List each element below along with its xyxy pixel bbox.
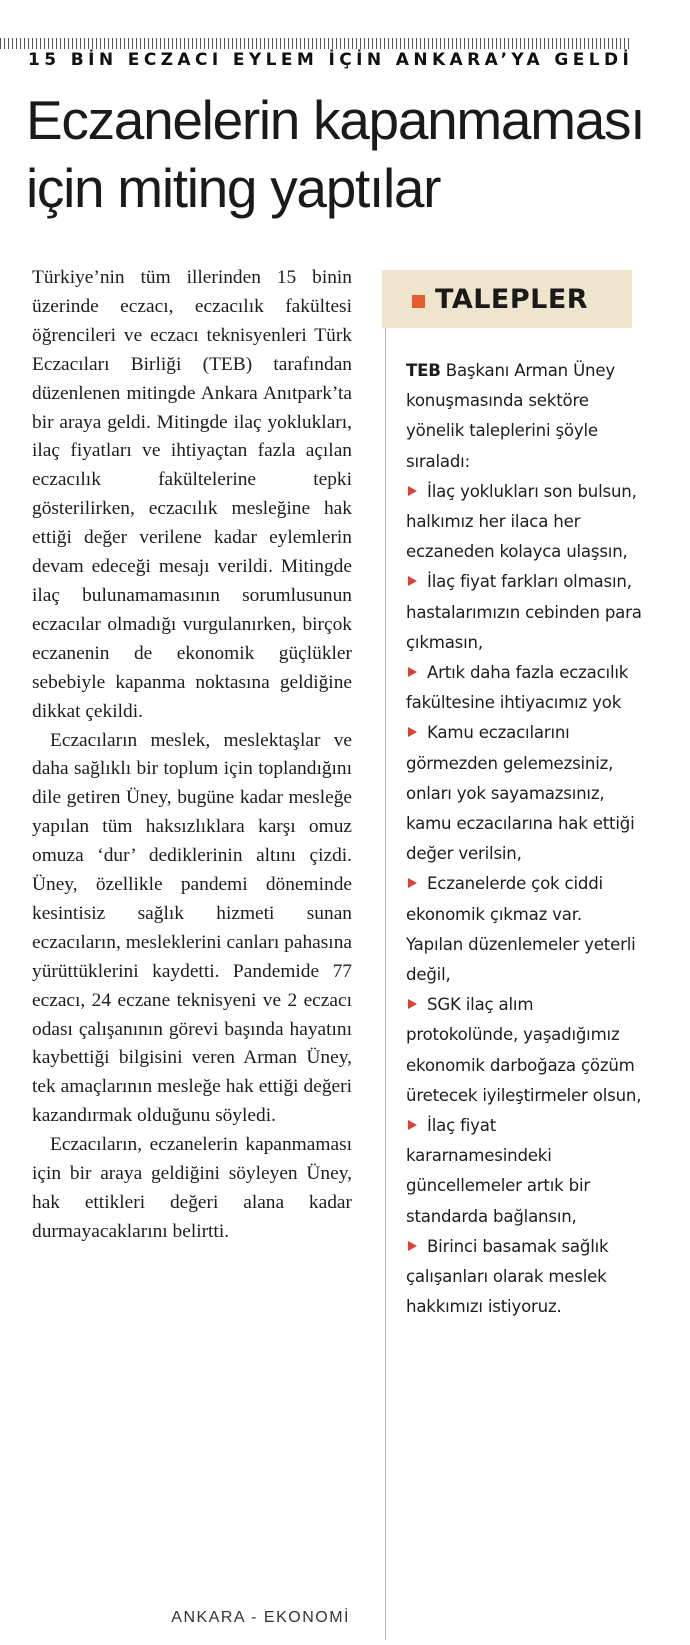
demand-item <box>406 477 642 568</box>
sidebar-lead-text: Başkanı Arman Üney konuşmasında sektöre yönelik taleplerini şöyle sıraladı: <box>406 361 615 471</box>
square-bullet-icon <box>412 295 425 308</box>
sidebar-title: TALEPLER <box>435 283 589 315</box>
arrow-bullet-icon <box>408 1120 417 1130</box>
demand-item <box>406 1111 642 1232</box>
headline-line-2: için miting yaptılar <box>26 157 441 219</box>
demand-text: SGK ilaç alım protokolünde, yaşadığımız ekonomik darboğaza çözüm üretecek iyileştirmeler olsun, <box>406 995 642 1105</box>
headline <box>26 86 666 222</box>
demand-text: Artık daha fazla eczacılık fakültesine ihtiyacımız yok <box>406 663 629 713</box>
article-body <box>32 264 352 1247</box>
arrow-bullet-icon <box>408 999 417 1009</box>
sidebar-lead-bold: TEB <box>406 361 441 380</box>
dateline: ANKARA - EKONOMİ <box>171 1609 350 1626</box>
sidebar-lead <box>406 356 642 477</box>
demand-text: İlaç yoklukları son bulsun, halkımız her ilaca her eczaneden kolayca ulaşsın, <box>406 481 637 562</box>
paragraph-1: Türkiye’nin tüm illerinden 15 binin üzerinde eczacı, eczacılık fakültesi öğrencileri ve eczacı teknisyenleri Türk Eczacıları Birliği (TEB) tarafından düzenlenen mitingde Ankara Anıtpark’ta bir araya geldi. Mitingde ilaç yoklukları, ilaç fiyatları ve ihtiyaçtan fazla açılan eczacılık fakültelerine tepki gösterilirken, eczacılık mesleğine hak ettiği değer verilene kadar eylemlerin devam edeceği mesajı verildi. Mitingde ilaç bulunamamasının sorumlusunun eczacılar olmadığı vurgulanırken, birçok eczanenin de ekonomik güçlükler sebebiyle kapanma noktasına geldiğine dikkat çekildi. <box>32 267 352 722</box>
arrow-bullet-icon <box>408 667 417 677</box>
arrow-bullet-icon <box>408 727 417 737</box>
demand-item <box>406 658 642 718</box>
sidebar-header <box>382 270 632 328</box>
sidebar-divider <box>385 328 386 1640</box>
arrow-bullet-icon <box>408 576 417 586</box>
sidebar-body <box>406 356 642 1323</box>
demand-text: İlaç fiyat kararnamesindeki güncellemeler artık bir standarda bağlansın, <box>406 1116 590 1226</box>
paragraph-2: Eczacıların meslek, meslektaşlar ve daha sağlıklı bir toplum için toplandığını dile getiren Üney, bugüne kadar mesleğe yapılan tüm haksızlıklara karşı omuz omuza ‘dur’ dediklerinin altını çizdi. Üney, özellikle pandemi döneminde kesintisiz sağlık hizmeti sunan eczacıların, mesleklerini canları pahasına yürüttüklerini kaydetti. Pandemide 77 eczacı, 24 eczane teknisyeni ve 2 eczacı odası çalışanının görevi başında hayatını kaybettiği bilgisini veren Arman Üney, tek amaçlarının mesleğe hak ettiği değeri kazandırmak olduğunu söyledi. <box>32 729 352 1127</box>
arrow-bullet-icon <box>408 1241 417 1251</box>
demand-text: İlaç fiyat farkları olmasın, hastalarımızın cebinden para çıkmasın, <box>406 572 642 652</box>
arrow-bullet-icon <box>408 878 417 888</box>
headline-line-1: Eczanelerin kapanmaması <box>26 89 645 151</box>
paragraph-3: Eczacıların, eczanelerin kapanmaması için bir araya geldiğini söyleyen Üney, hak ettikleri değeri alana kadar durmayacaklarını belirtti. <box>32 1134 352 1242</box>
demand-item <box>406 567 642 658</box>
decorative-hatch-rule <box>0 38 630 49</box>
demand-text: Eczanelerde çok ciddi ekonomik çıkmaz var. Yapılan düzenlemeler yeterli değil, <box>406 874 636 985</box>
demand-item <box>406 718 642 869</box>
demand-item <box>406 869 642 990</box>
demand-text: Kamu eczacılarını görmezden gelemezsiniz, onları yok sayamazsınız, kamu eczacılarına hak ettiği değer verilsin, <box>406 723 635 864</box>
demands-list <box>406 477 642 1323</box>
demand-text: Birinci basamak sağlık çalışanları olarak meslek hakkımızı istiyoruz. <box>406 1236 609 1317</box>
arrow-bullet-icon <box>408 486 417 496</box>
kicker: 15 BİN ECZACI EYLEM İÇİN ANKARA’YA GELDİ <box>28 50 634 70</box>
demand-item <box>406 990 642 1111</box>
demand-item <box>406 1232 642 1323</box>
